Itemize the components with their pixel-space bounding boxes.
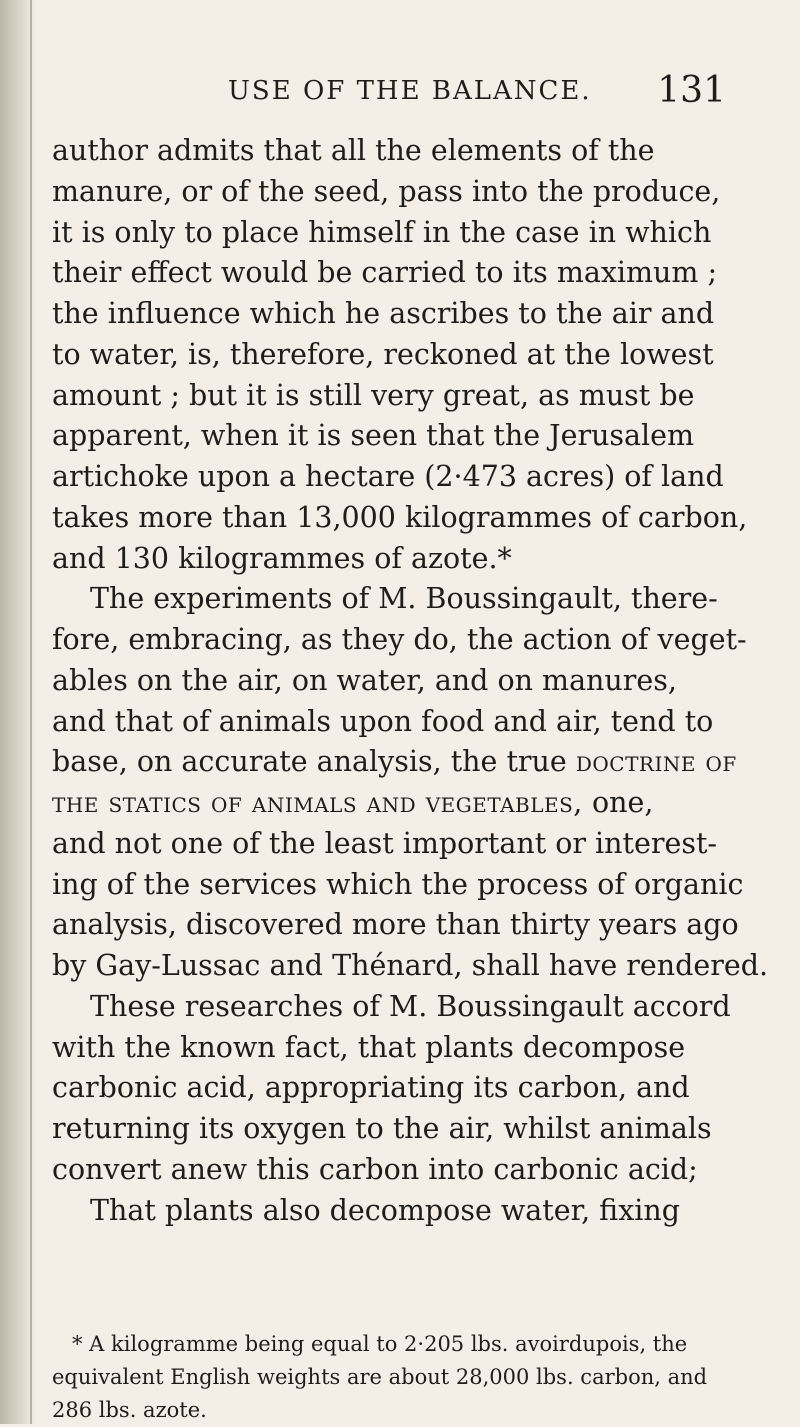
text-line: apparent, when it is seen that the Jerusalem [52, 419, 695, 453]
text-line: and 130 kilogrammes of azote.* [52, 541, 512, 575]
text-line: it is only to place himself in the case in which [52, 215, 712, 249]
small-caps-phrase: doctrine of [575, 745, 737, 779]
text-line [52, 742, 752, 783]
text-line: fore, embracing, as they do, the action of veget- [52, 623, 747, 656]
text-line: the influence which he ascribes to the air and [52, 297, 715, 330]
paragraph-start-line: These researches of M. Boussingault accord [90, 989, 731, 1023]
text-line: and not one of the least important or interest- [52, 826, 718, 860]
text-line-part: one, [591, 786, 654, 819]
text-line: by Gay-Lussac and Thénard, shall have rendered. [52, 949, 769, 982]
body-text [52, 131, 769, 1231]
text-line: convert anew this carbon into carbonic acid; [52, 1152, 698, 1186]
text-line: artichoke upon a hectare (2·473 acres) of land [52, 460, 724, 493]
text-line: and that of animals upon food and air, tend to [52, 704, 714, 738]
paragraph-start-line: That plants also decompose water, fixing [90, 1193, 680, 1227]
footnote-line: equivalent English weights are about 28,000 lbs. carbon, and [52, 1365, 708, 1389]
page-header [0, 70, 800, 116]
text-line: manure, or of the seed, pass into the produce, [52, 174, 721, 208]
text-line: carbonic acid, appropriating its carbon, and [52, 1071, 690, 1105]
text-line-part: base, on accurate analysis, the true [52, 745, 567, 779]
text-line: ing of the services which the process of organic [52, 867, 744, 901]
text-line: their effect would be carried to its maximum ; [52, 256, 718, 290]
text-line: returning its oxygen to the air, whilst animals [52, 1112, 712, 1145]
footnote-line: * A kilogramme being equal to 2·205 lbs. avoirdupois, the [72, 1332, 688, 1356]
text-line: analysis, discovered more than thirty years ago [52, 908, 739, 942]
page-number: 131 [657, 70, 726, 111]
text-line: ables on the air, on water, and on manures, [52, 663, 677, 697]
text-line: author admits that all the elements of the [52, 134, 655, 167]
text-line: with the known fact, that plants decompose [52, 1030, 686, 1064]
footnote [52, 1328, 772, 1427]
footnote-line: 286 lbs. azote. [52, 1398, 207, 1422]
running-title: USE OF THE BALANCE. [228, 76, 592, 106]
page-gutter-line [30, 0, 32, 1424]
text-line [52, 783, 752, 824]
paragraph-start-line: The experiments of M. Boussingault, there- [90, 582, 718, 616]
text-line: to water, is, therefore, reckoned at the lowest [52, 337, 714, 371]
small-caps-phrase: the statics of animals and vegetables, [52, 786, 583, 819]
text-line: amount ; but it is still very great, as must be [52, 378, 695, 412]
text-line: takes more than 13,000 kilogrammes of carbon, [52, 500, 748, 534]
